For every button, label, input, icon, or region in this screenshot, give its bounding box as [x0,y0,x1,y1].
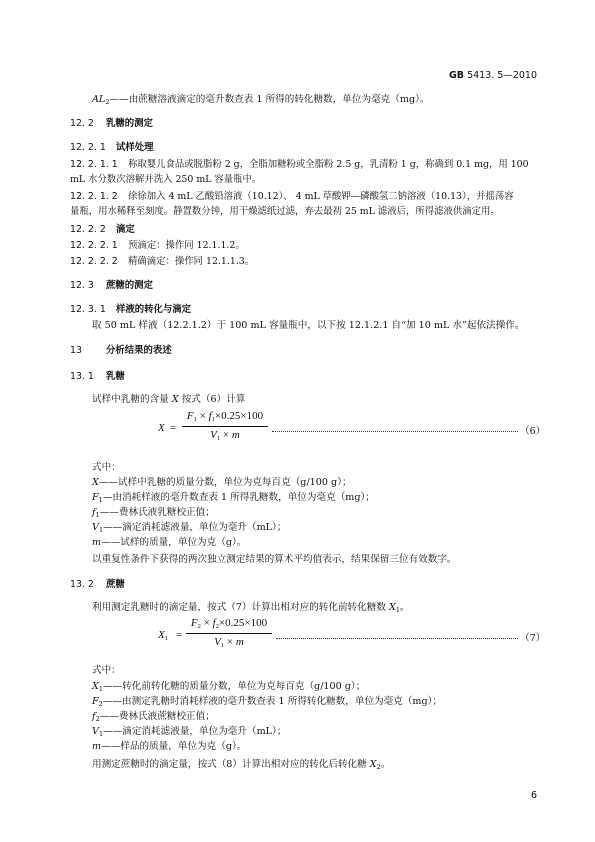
where-7-list [92,679,442,754]
paragraph-12-3-1: 取 50 mL 样液（12.2.1.2）于 100 mL 容量瓶中，以下按 12.1.2.1 自“加 10 mL 水”起依法操作。 [92,320,525,331]
equation-7-numerator: $F_2 \times f_2\times 0.25\times 100$ [190,617,268,630]
intro-13-2: 利用测定乳糖时的滴定量，按式（7）计算出相对应的转化前转化糖数 $X_1$。 [92,602,410,614]
where-7-title: 式中： [92,665,121,676]
equation-6-leader-dots [272,431,518,432]
equation-7-fraction-bar [186,633,272,634]
where-6-row: m——试样的质量，单位为克（g）。 [92,537,247,548]
where-6-list [92,475,375,550]
section-heading-12-3-1: 12. 3. 1 样液的转化与滴定 [70,304,192,315]
section-heading-12-2-2: 12. 2. 2 滴定 [70,224,135,235]
where-7-row: m——样品的质量，单位为克（g）。 [92,741,247,752]
standard-number: 5413. 5—2010 [467,70,537,81]
where-6-row: X——试样中乳糖的质量分数，单位为克每百克（g/100 g）； [92,477,352,488]
section-heading-12-3: 12. 3 蔗糖的测定 [70,280,153,291]
equation-6-fraction-bar [182,426,268,427]
equation-7-denominator: $V_1 \times m$ [214,636,244,649]
section-heading-13: 13 分析结果的表述 [70,345,172,356]
closing-sentence: 用测定蔗糖时的滴定量，按式（8）计算出相对应的转化后转化糖 $X_2$。 [92,759,391,771]
paragraph-12-2-1-2: 12. 2. 1. 2 徐徐加入 4 mL 乙酸铅溶液（10.12）、 4 mL 草酸钾—磷酸氢二钠溶液（10.13），并摇荡容 量瓶，用水稀释至刻度。静置数分钟，用干燥滤纸过滤，弃去最初 25 mL 滤液后，所得滤液供滴定用。 [70,191,514,217]
section-heading-13-2: 13. 2 蔗糖 [70,579,125,590]
where-7-row: $V_1——$滴定消耗滤液量，单位为毫升（mL）； [92,726,287,738]
equation-6-denominator: $V_1 \times m$ [210,429,240,442]
page-header [449,70,537,81]
where-6-note: 以重复性条件下获得的两次独立测定结果的算术平均值表示，结果保留三位有效数字。 [92,554,457,565]
paragraph-12-2-2-2: 12. 2. 2. 2 精确滴定：操作同 12.1.1.3。 [70,256,255,267]
page-number: 6 [530,790,537,801]
where-6-row: $F_1—$由消耗样液的毫升数查表 1 所得乳糖数，单位为毫克（mg）； [92,492,375,504]
al2-definition: $AL_2——$由蔗糖溶液滴定的毫升数查表 1 所得的转化糖数，单位为毫克（mg）。 [92,94,430,106]
where-7-row: $X_1——$转化前转化糖的质量分数，单位为克每百克（g/100 g）； [92,681,366,693]
equation-6-tag: （6） [520,426,546,437]
equation-6-numerator: $F_1 \times f_1\times 0.25\times 100$ [186,410,264,423]
standard-code: GB [448,70,465,81]
equation-7-tag: （7） [520,633,546,644]
section-heading-12-2: 12. 2 乳糖的测定 [70,118,153,129]
where-7-row: $f_2——$费林氏液蔗糖校正值； [92,711,215,723]
paragraph-12-2-1-1: 12. 2. 1. 1 称取婴儿食品或脱脂粉 2 g，全脂加糖粉或全脂粉 2.5 g，乳清粉 1 g，称确到 0.1 mg，用 100 mL 水分数次溶解并洗入 250 mL 容量瓶中。 [70,159,529,185]
section-heading-12-2-1: 12. 2. 1 试样处理 [70,142,154,153]
where-6-row: $V_1——$滴定消耗滤液量，单位为毫升（mL）； [92,522,287,534]
section-heading-13-1: 13. 1 乳糖 [70,371,125,382]
intro-13-1: 试样中乳糖的含量 X 按式（6）计算 [92,394,246,405]
where-6-title: 式中： [92,462,121,473]
where-6-row: $f_1——$费林氏液乳糖校正值； [92,507,215,519]
where-7-row: $F_2——$由测定乳糖时消耗样液的毫升数查表 1 所得转化糖数，单位为毫克（mg）； [92,696,443,708]
equation-7-leader-dots [276,638,518,639]
paragraph-12-2-2-1: 12. 2. 2. 1 预滴定：操作同 12.1.1.2。 [70,240,245,251]
